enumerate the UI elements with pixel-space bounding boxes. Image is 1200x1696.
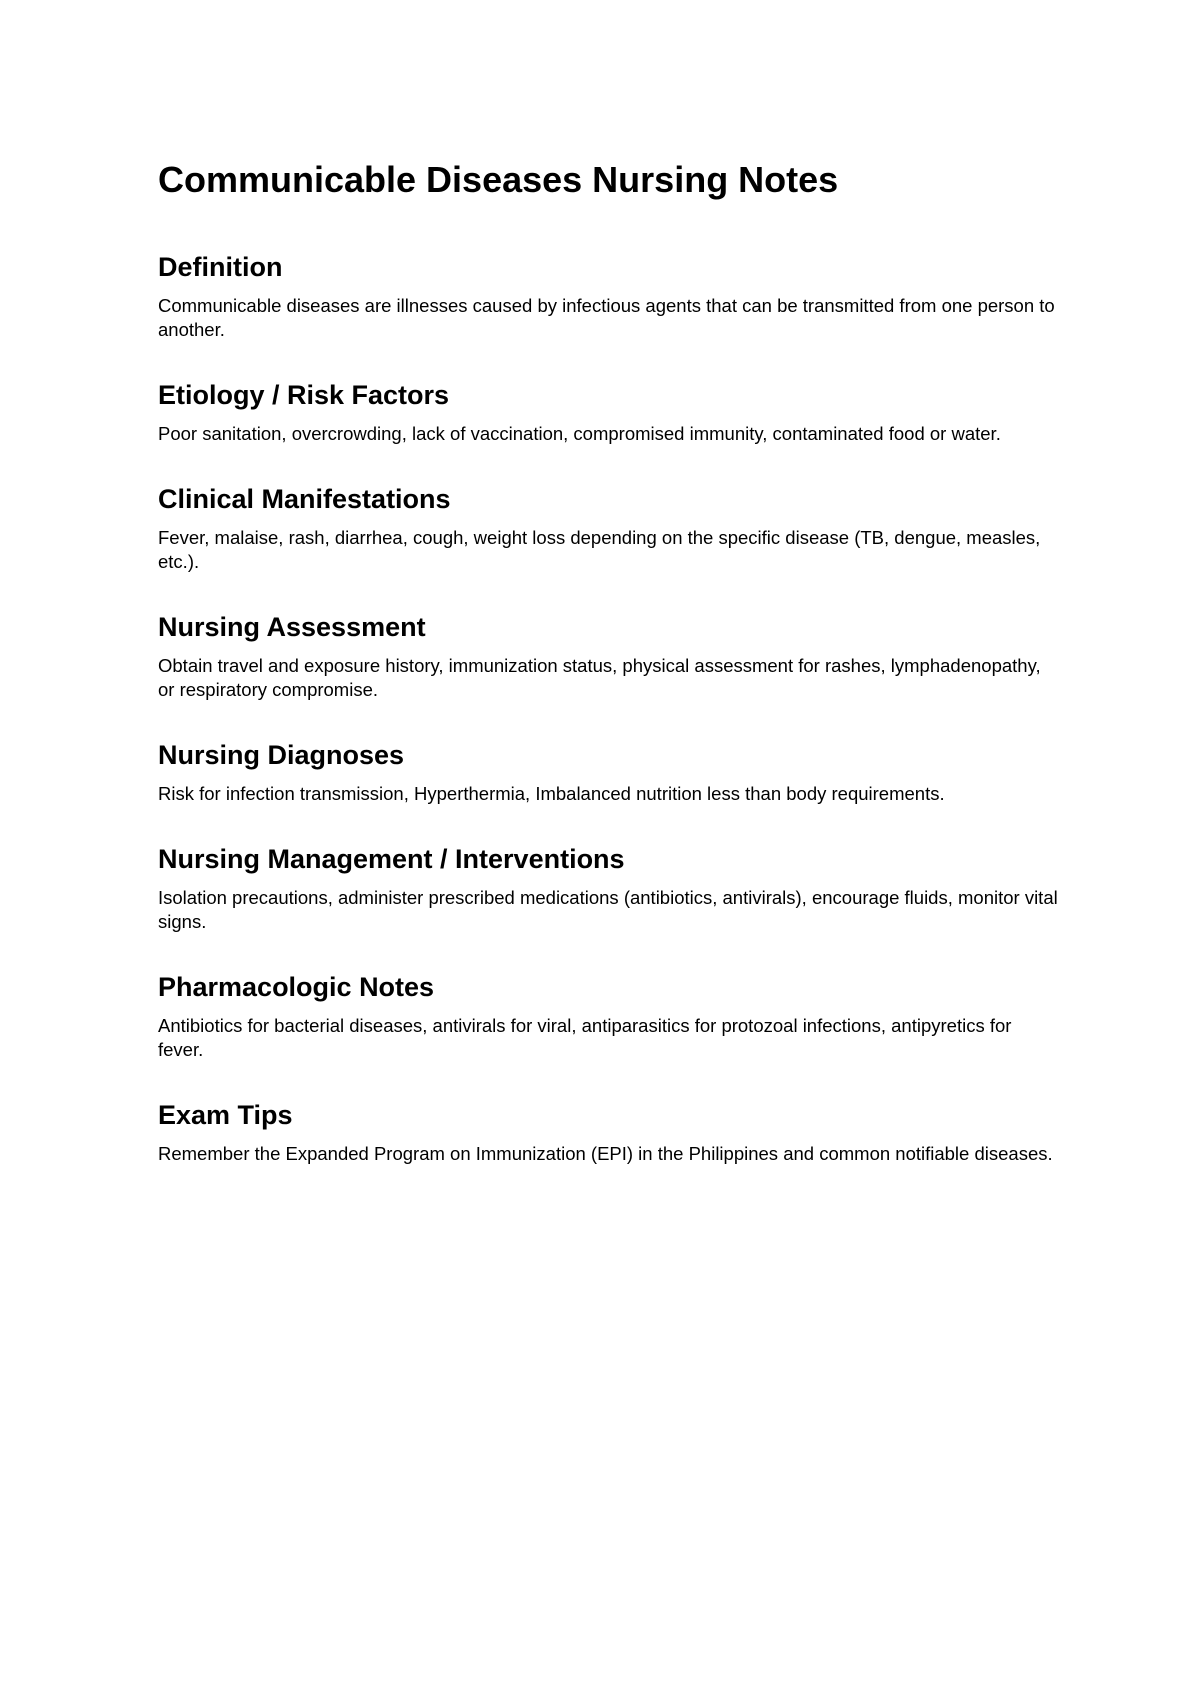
section-nursing-management-interventions (158, 842, 1058, 934)
document-title: Communicable Diseases Nursing Notes (158, 159, 839, 200)
section-body: Poor sanitation, overcrowding, lack of vaccination, compromised immunity, contaminated food or water. (158, 423, 1001, 444)
section-nursing-assessment (158, 610, 1058, 702)
document-page (158, 158, 1058, 1202)
section-heading: Nursing Management / Interventions (158, 844, 625, 874)
section-clinical-manifestations (158, 482, 1058, 574)
section-body: Risk for infection transmission, Hyperthermia, Imbalanced nutrition less than body requirements. (158, 783, 945, 804)
section-heading: Nursing Diagnoses (158, 740, 405, 770)
section-exam-tips (158, 1098, 1058, 1166)
section-body: Obtain travel and exposure history, immunization status, physical assessment for rashes, lymphadenopathy, or respiratory compromise. (158, 655, 1041, 700)
section-etiology-risk-factors (158, 378, 1058, 446)
section-heading: Clinical Manifestations (158, 484, 451, 514)
section-body: Remember the Expanded Program on Immunization (EPI) in the Philippines and common notifiable diseases. (158, 1143, 1053, 1164)
section-definition (158, 250, 1058, 342)
section-heading: Exam Tips (158, 1100, 293, 1130)
section-body: Antibiotics for bacterial diseases, antivirals for viral, antiparasitics for protozoal infections, antipyretics for fever. (158, 1015, 1012, 1060)
section-heading: Etiology / Risk Factors (158, 380, 450, 410)
section-nursing-diagnoses (158, 738, 1058, 806)
section-pharmacologic-notes (158, 970, 1058, 1062)
section-heading: Pharmacologic Notes (158, 972, 435, 1002)
section-body: Communicable diseases are illnesses caused by infectious agents that can be transmitted from one person to another. (158, 295, 1055, 340)
section-body: Isolation precautions, administer prescribed medications (antibiotics, antivirals), encourage fluids, monitor vital signs. (158, 887, 1058, 932)
section-body: Fever, malaise, rash, diarrhea, cough, weight loss depending on the specific disease (TB, dengue, measles, etc.). (158, 527, 1041, 572)
section-heading: Nursing Assessment (158, 612, 426, 642)
section-heading: Definition (158, 252, 283, 282)
